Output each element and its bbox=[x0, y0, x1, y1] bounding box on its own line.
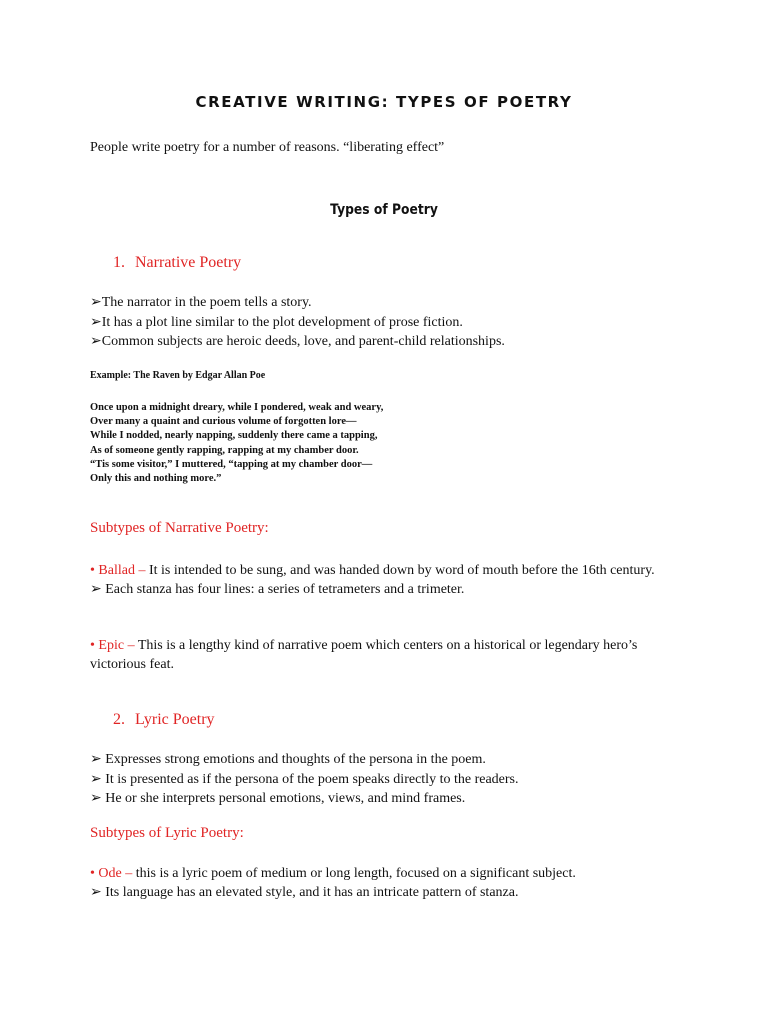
lyric-bullet-list bbox=[90, 750, 518, 809]
poem-line: While I nodded, nearly napping, suddenly there came a tapping, bbox=[90, 430, 378, 442]
lyric-poetry-heading bbox=[113, 711, 215, 729]
heading-number: 2. bbox=[113, 711, 125, 728]
term-dash: – bbox=[121, 866, 136, 881]
list-item: ➢ Each stanza has four lines: a series of tetrameters and a trimeter. bbox=[90, 582, 465, 597]
term-label: • Epic bbox=[90, 638, 125, 653]
heading-number: 1. bbox=[113, 254, 125, 271]
term-label: • Ode bbox=[90, 866, 122, 881]
list-item: ➢ Expresses strong emotions and thoughts of the persona in the poem. bbox=[90, 752, 486, 767]
term-definition: this is a lyric poem of medium or long length, focused on a significant subject. bbox=[135, 866, 576, 881]
term-definition: This is a lengthy kind of narrative poem which centers on a historical or legendary hero’s victorious feat. bbox=[90, 638, 638, 672]
list-item: ➢Common subjects are heroic deeds, love, and parent-child relationships. bbox=[90, 334, 505, 349]
term-label: • Ballad bbox=[90, 563, 135, 578]
epic-paragraph bbox=[90, 636, 680, 674]
section-heading: Types of Poetry bbox=[330, 202, 438, 218]
poem-line: Over many a quaint and curious volume of forgotten lore— bbox=[90, 416, 357, 428]
list-item: ➢ He or she interprets personal emotions, views, and mind frames. bbox=[90, 791, 466, 806]
term-definition: It is intended to be sung, and was handed down by word of mouth before the 16th century. bbox=[148, 563, 655, 578]
heading-text: Lyric Poetry bbox=[135, 711, 215, 728]
lyric-subtypes-heading: Subtypes of Lyric Poetry: bbox=[90, 825, 244, 841]
intro-paragraph: People write poetry for a number of reasons. “liberating effect” bbox=[90, 140, 445, 155]
list-item: ➢The narrator in the poem tells a story. bbox=[90, 295, 312, 310]
narrative-bullet-list bbox=[90, 293, 505, 352]
narrative-poetry-heading bbox=[113, 254, 241, 272]
poem-line: Once upon a midnight dreary, while I pondered, weak and weary, bbox=[90, 402, 384, 413]
heading-text: Narrative Poetry bbox=[135, 254, 242, 271]
poem-line: As of someone gently rapping, rapping at my chamber door. bbox=[90, 444, 359, 456]
poem-excerpt bbox=[90, 401, 383, 486]
term-dash: – bbox=[124, 638, 138, 653]
list-item: ➢It has a plot line similar to the plot development of prose fiction. bbox=[90, 314, 463, 330]
term-dash: – bbox=[134, 563, 149, 578]
list-item: ➢ It is presented as if the persona of the poem speaks directly to the readers. bbox=[90, 771, 519, 787]
ode-paragraph bbox=[90, 864, 680, 902]
narrative-subtypes-heading: Subtypes of Narrative Poetry: bbox=[90, 520, 269, 536]
list-item: ➢ Its language has an elevated style, and it has an intricate pattern of stanza. bbox=[90, 885, 519, 900]
poem-line: Only this and nothing more.” bbox=[90, 473, 222, 485]
example-label: Example: The Raven by Edgar Allan Poe bbox=[90, 370, 266, 381]
ballad-paragraph bbox=[90, 561, 680, 599]
document-title: CREATIVE WRITING: TYPES OF POETRY bbox=[195, 93, 573, 111]
poem-line: “Tis some visitor,” I muttered, “tapping at my chamber door— bbox=[90, 458, 373, 470]
